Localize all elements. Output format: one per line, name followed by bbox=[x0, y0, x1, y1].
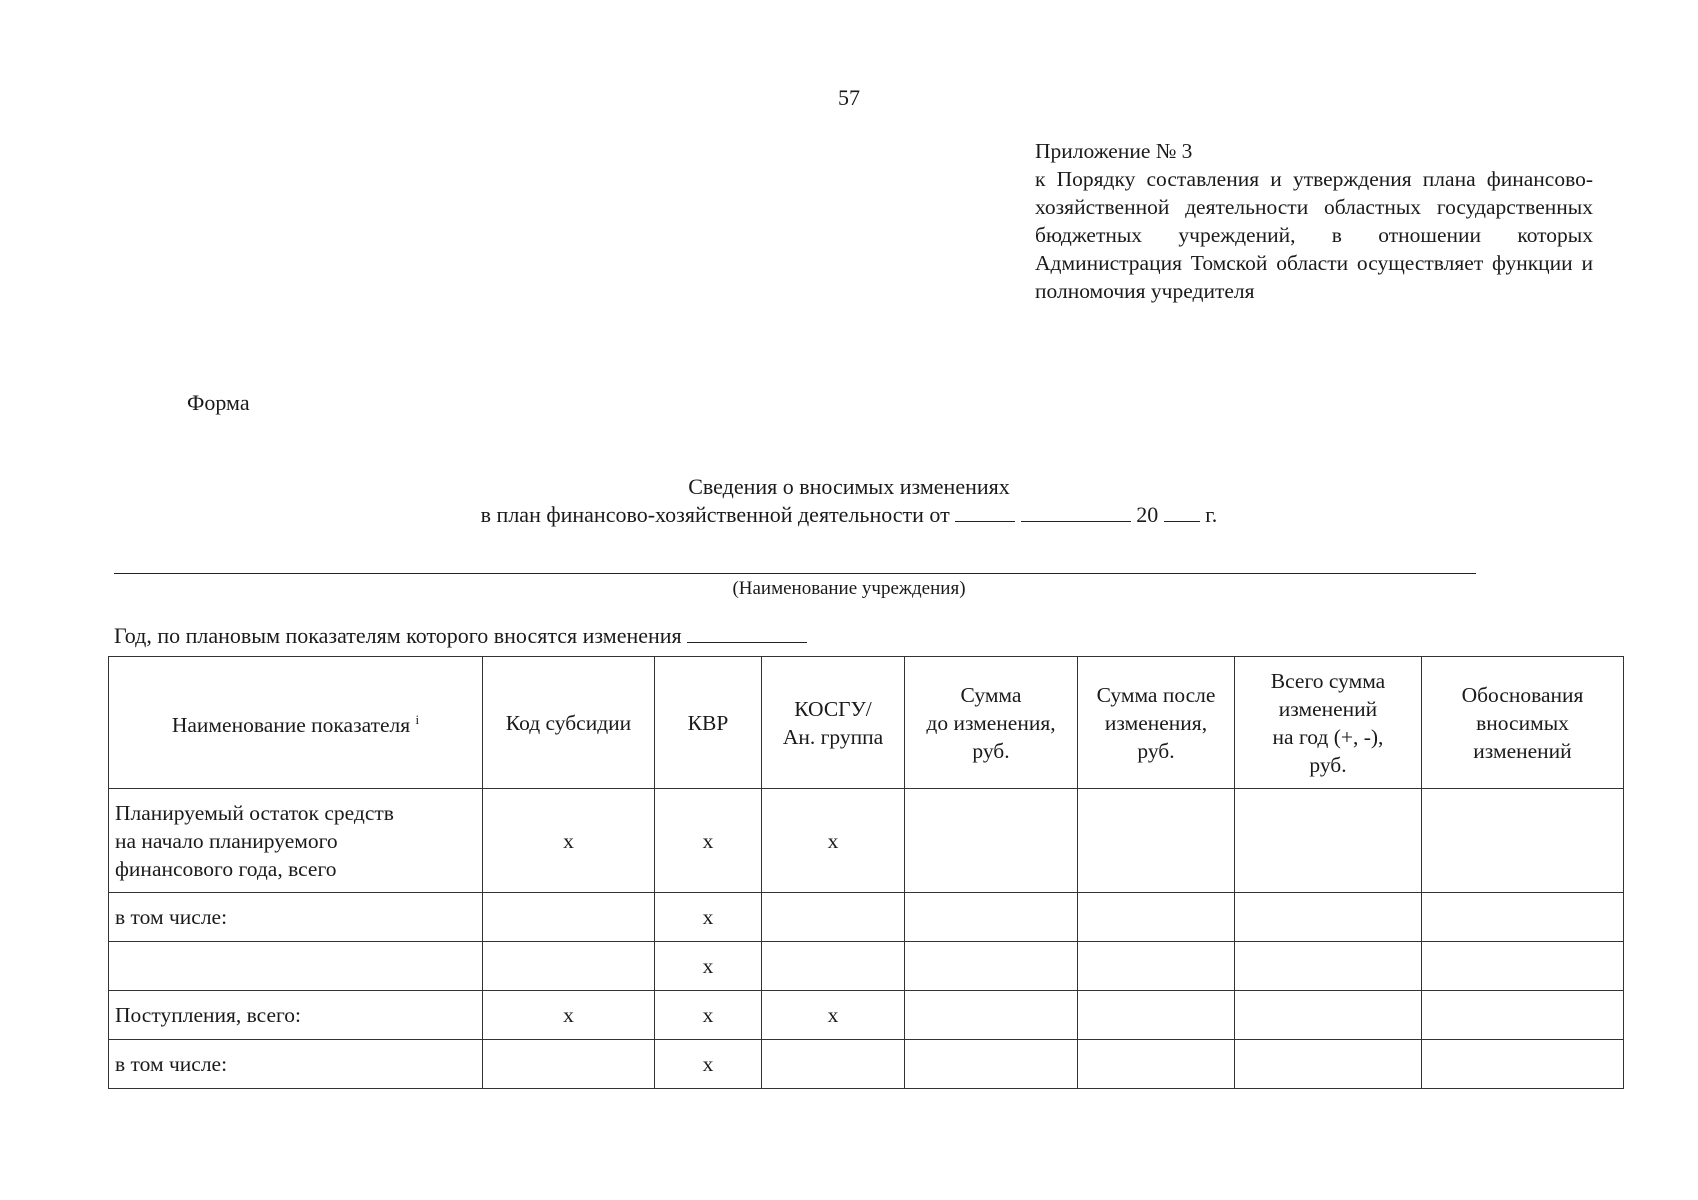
row-name: в том числе: bbox=[109, 893, 483, 942]
cell-reasons[interactable] bbox=[1422, 789, 1624, 893]
cell-kvr: x bbox=[655, 789, 762, 893]
table-row bbox=[109, 991, 1624, 1040]
cell-total-change[interactable] bbox=[1235, 991, 1422, 1040]
cell-total-change[interactable] bbox=[1235, 893, 1422, 942]
header-kvr: КВР bbox=[655, 657, 762, 789]
table-row bbox=[109, 789, 1624, 893]
appendix-title: Приложение № 3 bbox=[1035, 139, 1193, 163]
year-field-blank[interactable] bbox=[687, 623, 807, 643]
cell-reasons[interactable] bbox=[1422, 942, 1624, 991]
page-number: 57 bbox=[838, 85, 860, 110]
cell-kosgu: x bbox=[762, 789, 905, 893]
year-blank[interactable] bbox=[1164, 502, 1200, 522]
appendix-block bbox=[1035, 137, 1593, 305]
cell-sum-before[interactable] bbox=[905, 1040, 1078, 1089]
cell-subsidy[interactable] bbox=[483, 893, 655, 942]
row-name[interactable] bbox=[109, 942, 483, 991]
cell-sum-after[interactable] bbox=[1078, 893, 1235, 942]
cell-kosgu[interactable] bbox=[762, 893, 905, 942]
table-row bbox=[109, 942, 1624, 991]
table-row bbox=[109, 893, 1624, 942]
cell-kvr: x bbox=[655, 991, 762, 1040]
cell-sum-after[interactable] bbox=[1078, 942, 1235, 991]
cell-kosgu[interactable] bbox=[762, 1040, 905, 1089]
cell-sum-before[interactable] bbox=[905, 789, 1078, 893]
cell-total-change[interactable] bbox=[1235, 942, 1422, 991]
institution-name-line[interactable] bbox=[114, 573, 1476, 574]
document-title-line1: Сведения о вносимых изменениях bbox=[688, 474, 1010, 499]
table-header-row bbox=[109, 657, 1624, 789]
cell-reasons[interactable] bbox=[1422, 1040, 1624, 1089]
header-sum-after: Сумма после изменения, руб. bbox=[1078, 657, 1235, 789]
header-total-change: Всего сумма изменений на год (+, -), руб. bbox=[1235, 657, 1422, 789]
row-name: Поступления, всего: bbox=[109, 991, 483, 1040]
appendix-text: к Порядку составления и утверждения плана финансово-хозяйственной деятельности областных государственных бюджетных учреждений, в отношении которых Администрация Томской области осуществляет функции и полномочия учредителя bbox=[1035, 167, 1593, 303]
cell-total-change[interactable] bbox=[1235, 789, 1422, 893]
row-name: в том числе: bbox=[109, 1040, 483, 1089]
footnote-marker: i bbox=[415, 711, 420, 727]
cell-subsidy[interactable] bbox=[483, 1040, 655, 1089]
cell-kosgu[interactable] bbox=[762, 942, 905, 991]
cell-kvr: x bbox=[655, 1040, 762, 1089]
cell-reasons[interactable] bbox=[1422, 991, 1624, 1040]
year-prefix: 20 bbox=[1136, 502, 1159, 527]
document-title-line2 bbox=[0, 501, 1698, 529]
year-suffix: г. bbox=[1205, 502, 1218, 527]
title-prefix: в план финансово-хозяйственной деятельности от bbox=[480, 502, 950, 527]
header-subsidy-code: Код субсидии bbox=[483, 657, 655, 789]
cell-sum-before[interactable] bbox=[905, 942, 1078, 991]
cell-reasons[interactable] bbox=[1422, 893, 1624, 942]
cell-total-change[interactable] bbox=[1235, 1040, 1422, 1089]
cell-sum-before[interactable] bbox=[905, 991, 1078, 1040]
changes-table bbox=[108, 656, 1624, 1089]
cell-sum-after[interactable] bbox=[1078, 1040, 1235, 1089]
cell-subsidy: x bbox=[483, 789, 655, 893]
cell-kvr: x bbox=[655, 893, 762, 942]
cell-kvr: x bbox=[655, 942, 762, 991]
year-label: Год, по плановым показателям которого вносятся изменения bbox=[114, 623, 682, 648]
header-kosgu: КОСГУ/ Ан. группа bbox=[762, 657, 905, 789]
institution-caption: (Наименование учреждения) bbox=[732, 578, 966, 599]
header-sum-before: Сумма до изменения, руб. bbox=[905, 657, 1078, 789]
table-row bbox=[109, 1040, 1624, 1089]
cell-kosgu: x bbox=[762, 991, 905, 1040]
cell-sum-before[interactable] bbox=[905, 893, 1078, 942]
cell-sum-after[interactable] bbox=[1078, 991, 1235, 1040]
month-blank[interactable] bbox=[1021, 502, 1131, 522]
year-field-row bbox=[114, 623, 807, 649]
document-title bbox=[0, 473, 1698, 529]
row-name: Планируемый остаток средств на начало планируемого финансового года, всего bbox=[109, 789, 483, 893]
cell-sum-after[interactable] bbox=[1078, 789, 1235, 893]
day-blank[interactable] bbox=[955, 502, 1015, 522]
header-reasons: Обоснования вносимых изменений bbox=[1422, 657, 1624, 789]
cell-subsidy[interactable] bbox=[483, 942, 655, 991]
form-label: Форма bbox=[187, 390, 250, 415]
header-indicator-name: Наименование показателя $^i$ bbox=[109, 657, 483, 789]
cell-subsidy: x bbox=[483, 991, 655, 1040]
